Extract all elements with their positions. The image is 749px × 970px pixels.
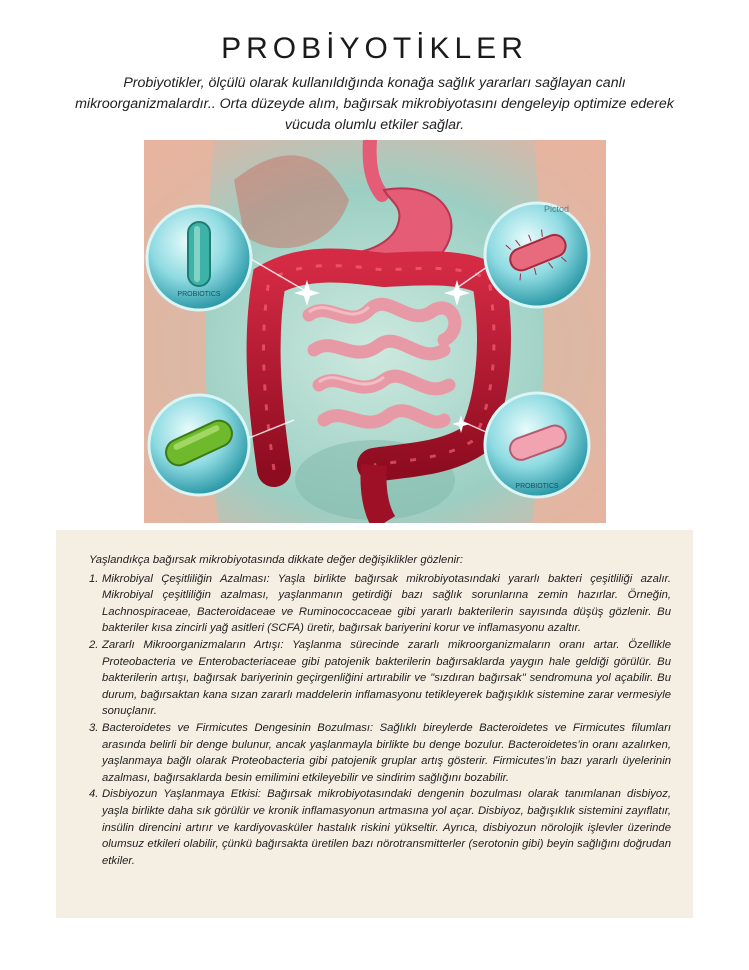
list-number: 4. xyxy=(89,788,99,801)
list-text: Bacteroidetes ve Firmicutes Dengesinin Bozulması: Sağlıklı bireylerde Bacteroidetes ve Firmicutes filumları arasında belirli bir denge bulunur, ancak yaşlanmayla birlikte bu denge bozulur. Bacteroidetes’in oranı azalırken, yaşlanmaya bağlı olarak Proteobacteria gibi patojenik gruplar artış gösterir. Firmicutes’in bazı yararlı üyelerinin azalması, bağırsaklarda besin emilimini etkileyebilir ve sindirim sağlığını bozabilir. xyxy=(102,721,671,784)
rectum xyxy=(373,465,384,523)
panel-lead: Yaşlandıkça bağırsak mikrobiyotasında dikkate değer değişiklikler gözlenir: xyxy=(89,554,464,566)
bubble-bottom-left xyxy=(149,395,249,495)
bubble-top-right xyxy=(485,203,589,307)
list-text: Mikrobiyal Çeşitliliğin Azalması: Yaşla birlikte bağırsak mikrobiyotasındaki yararlı bakteri çeşitliliği azalır. Mikrobiyal çeşitliliğin azalması, yaşlanmanın getirdiği bazı sağlık sorunlarına zemin hazırlar. Örneğin, Lachnospiraceae, Bacteroidaceae ve Ruminococcaceae gibi yararlı bakterilerin sayısında düşüş gözlenir. Bu bakteriler kısa zincirli yağ asitleri (SCFA) üretir, bağırsak bariyerini korur ve inflamasyonu azaltır. xyxy=(102,572,671,635)
list-item xyxy=(89,637,671,720)
intro-paragraph: Probiyotikler, ölçülü olarak kullanıldığında konağa sağlık yararları sağlayan canlı mikroorganizmalardır.. Orta düzeyde alım, bağırsak mikrobiyotasını dengeleyip optimize ederek vücuda olumlu etkiler sağlar. xyxy=(75,75,674,133)
text-panel xyxy=(56,530,693,918)
bubble-bottom-right xyxy=(485,393,589,497)
illustration-svg xyxy=(144,140,606,523)
list-text: Zararlı Mikroorganizmaların Artışı: Yaşlanma sürecinde zararlı mikroorganizmaların oranı artar. Özellikle Proteobacteria ve Enterobacteriaceae gibi patojenik bakterilerin bağırsaklarda yaygın hale geldiği görülür. Bu bakterilerin artışı, bağırsak bariyerinin geçirgenliğini artırabilir ve "sızdıran bağırsak" sendromuna yol açabilir. Bu durum, bağırsaktan kana sızan zararlı maddelerin inflamasyonu tetikleyerek bağışıklık sistemine zarar vermesiyle sonuçlanır. xyxy=(102,638,671,718)
gut-probiotics-illustration xyxy=(144,140,606,523)
corner-label: Pictod xyxy=(544,204,570,214)
list-number: 3. xyxy=(89,721,99,734)
list-number: 1. xyxy=(89,572,99,585)
aging-changes-list xyxy=(89,571,671,870)
page-title: PROBİYOTİKLER xyxy=(221,32,528,65)
probiotics-label-bottom: PROBIOTICS xyxy=(515,483,559,490)
probiotics-label-top: PROBIOTICS xyxy=(177,291,221,298)
panel-content xyxy=(89,552,671,869)
list-item xyxy=(89,786,671,869)
list-item xyxy=(89,720,671,786)
list-item xyxy=(89,571,671,637)
bubble-top-left xyxy=(147,206,251,310)
list-text: Disbiyozun Yaşlanmaya Etkisi: Bağırsak mikrobiyotasındaki dengenin bozulması olarak tanımlanan disbiyoz, yaşla birlikte daha sık görülür ve kronik inflamasyonun artmasına yol açar. Disbiyoz, bağışıklık sistemini zayıflatır, insülin direncini artırır ve kardiyovasküler hastalık riskini yükseltir. Ayrıca, disbiyozun nörolojik işlevler üzerinde olumsuz etkileri olabilir, çünkü bağırsakta üretilen bazı nörotransmitterler (serotonin gibi) beyin sağlığını doğrudan etkiler. xyxy=(102,788,671,867)
list-number: 2. xyxy=(89,638,99,651)
